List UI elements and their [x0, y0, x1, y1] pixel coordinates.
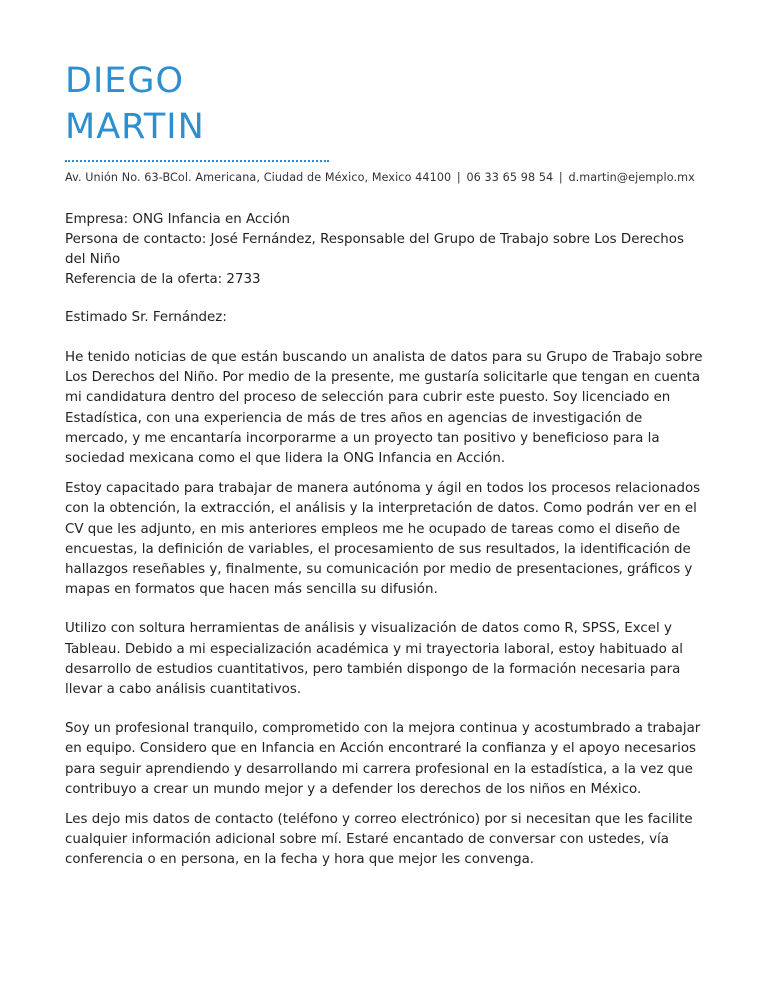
last-name: MARTIN — [65, 107, 205, 147]
header-divider — [65, 160, 329, 162]
contact-line — [65, 171, 705, 184]
address: Av. Unión No. 63-BCol. Americana, Ciudad de México, Mexico 44100 — [65, 171, 452, 184]
cover-letter — [65, 58, 705, 871]
candidate-name — [65, 58, 705, 150]
offer-reference: Referencia de la oferta: 2733 — [65, 272, 261, 287]
contact-person: Persona de contacto: José Fernández, Responsable del Grupo de Trabajo sobre Los Derechos del Niño — [65, 232, 684, 267]
separator: | — [558, 171, 563, 184]
body-paragraph: He tenido noticias de que están buscando un analista de datos para su Grupo de Trabajo sobre Los Derechos del Niño. Por medio de la presente, me gustaría solicitarle que tengan en cuenta mi candidatura dentro del proceso de selección para cubrir este puesto. Soy licenciado en Estadística, con una experiencia de más de tres años en agencias de investigación de mercado, y me encantaría incorporarme a un proyecto tan positivo y beneficioso para la sociedad mexicana como el que lidera la ONG Infancia en Acción. — [65, 350, 703, 467]
body-paragraph: Soy un profesional tranquilo, comprometido con la mejora continua y acostumbrado a trabajar en equipo. Considero que en Infancia en Acción encontraré la confianza y el apoyo necesarios para seguir aprendiendo y desarrollando mi carrera profesional en la estadística, a la vez que contribuyo a crear un mundo mejor y a defender los derechos de los niños en México. — [65, 721, 701, 797]
email: d.martin@ejemplo.mx — [568, 171, 695, 184]
greeting: Estimado Sr. Fernández: — [65, 310, 227, 325]
body-paragraph: Utilizo con soltura herramientas de análisis y visualización de datos como R, SPSS, Excel y Tableau. Debido a mi especialización académica y mi trayectoria laboral, estoy habituado al desarrollo de estudios cuantitativos, pero también dispongo de la formación necesaria para llevar a cabo análisis cuantitativos. — [65, 621, 684, 698]
body-paragraph: Estoy capacitado para trabajar de manera autónoma y ágil en todos los procesos relacionados con la obtención, la extracción, el análisis y la interpretación de datos. Como podrán ver en el CV que les adjunto, en mis anteriores empleos me he ocupado de tareas como el diseño de encuestas, la definición de variables, el procesamiento de sus resultados, la identificación de hallazgos reseñables y, finalmente, su comunicación por medio de presentaciones, gráficos y mapas en formatos que hacen más sencilla su difusión. — [65, 481, 701, 598]
separator: | — [456, 171, 461, 184]
body-paragraph: Les dejo mis datos de contacto (teléfono y correo electrónico) por si necesitan que les facilite cualquier información adicional sobre mí. Estaré encantado de conversar con ustedes, vía conferencia o en persona, en la fecha y hora que mejor les convenga. — [65, 812, 693, 868]
phone: 06 33 65 98 54 — [466, 171, 554, 184]
company: Empresa: ONG Infancia en Acción — [65, 212, 291, 227]
recipient-info — [65, 210, 705, 290]
first-name: DIEGO — [65, 61, 185, 101]
